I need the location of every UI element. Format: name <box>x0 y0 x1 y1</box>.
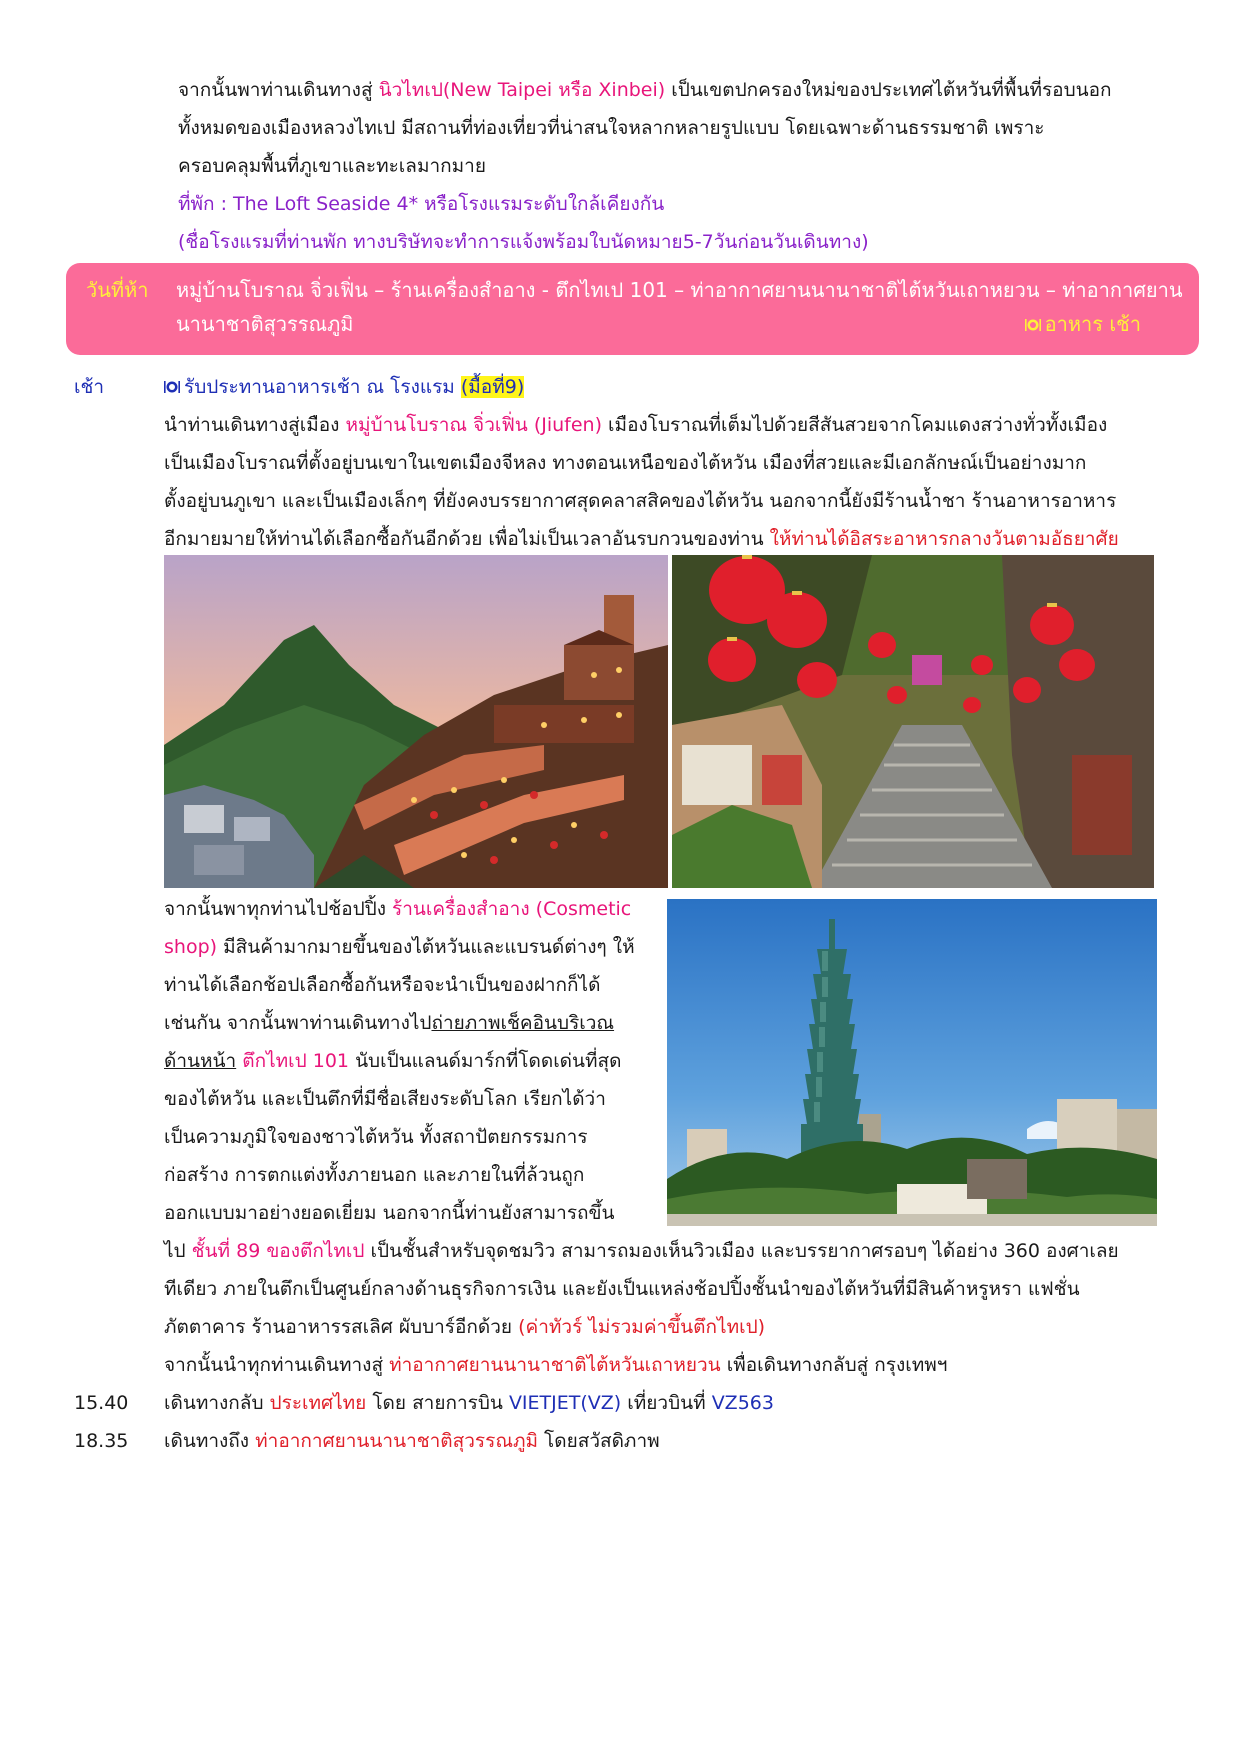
cosmetic-shop-highlight: ร้านเครื่องสำอาง (Cosmetic <box>392 898 632 920</box>
shop-line-7: เป็นความภูมิใจของชาวไต้หวัน ทั้งสถาปัตยกรรมการ <box>164 1126 588 1148</box>
shop-line-10: ไป ชั้นที่ 89 ของตึกไทเป เป็นชั้นสำหรับจุดชมวิว สามารถมองเห็นวิวเมือง และบรรยากาศรอบๆ ได้อย่าง 360 องศาเลย <box>164 1240 1119 1262</box>
suvarnabhumi-highlight: ท่าอากาศยานนานาชาติสุวรรณภูมิ <box>255 1430 538 1452</box>
shop-line-3: ท่านได้เลือกช้อปเลือกซื้อกันหรือจะนำเป็นของฝากก็ได้ <box>164 974 601 996</box>
jiufen-town-photo <box>164 555 668 888</box>
flight-time-depart: 15.40 <box>74 1392 129 1414</box>
flight-number: VZ563 <box>711 1392 774 1414</box>
intro-line-1: จากนั้นพาท่านเดินทางสู่ นิวไทเป(New Taipei หรือ Xinbei) เป็นเขตปกครองใหม่ของประเทศไต้หวันที่พื้นที่รอบนอก <box>178 79 1112 101</box>
meal-plate-icon <box>164 379 180 395</box>
flight-arrive-line: เดินทางถึง ท่าอากาศยานนานาชาติสุวรรณภูมิ โดยสวัสดิภาพ <box>164 1430 660 1452</box>
tour-excludes-highlight: (ค่าทัวร์ ไม่รวมค่าขึ้นตึกไทเป) <box>518 1316 766 1338</box>
taipei-101-highlight: ตึกไทเป 101 <box>242 1050 350 1072</box>
shop-line-5: ด้านหน้า ตึกไทเป 101 นับเป็นแลนด์มาร์กที่โดดเด่นที่สุด <box>164 1050 622 1072</box>
shop-line-6: ของไต้หวัน และเป็นตึกที่มีชื่อเสียงระดับโลก เรียกได้ว่า <box>164 1088 606 1110</box>
jiufen-line-4: อีกมายมายให้ท่านได้เลือกซื้อกันอีกด้วย เพื่อไม่เป็นเวลาอันรบกวนของท่าน ให้ท่านได้อิสระอาหารกลางวันตามอัธยาศัย <box>164 528 1119 550</box>
intro-line-3: ครอบคลุมพื้นที่ภูเขาและทะเลมากมาย <box>178 155 486 177</box>
meal-number: (มื้อที่9) <box>460 376 525 398</box>
jiufen-lantern-street-photo <box>672 555 1154 888</box>
hotel-line: ที่พัก : The Loft Seaside 4* หรือโรงแรมระดับใกล้เคียงกัน <box>178 193 665 215</box>
free-lunch-highlight: ให้ท่านได้อิสระอาหารกลางวันตามอัธยาศัย <box>769 528 1119 550</box>
jiufen-highlight: หมู่บ้านโบราณ จิ่วเฟิ่น (Jiufen) <box>345 414 603 436</box>
hotel-note: (ชื่อโรงแรมที่ท่านพัก ทางบริษัทจะทำการแจ้งพร้อมใบนัดหมาย5-7วันก่อนวันเดินทาง) <box>178 231 869 253</box>
breakfast-line: รับประทานอาหารเช้า ณ โรงแรม (มื้อที่9) <box>164 372 524 402</box>
day-meal: อาหาร เช้า <box>1025 309 1141 339</box>
taipei-101-photo <box>667 899 1157 1226</box>
shop-line-2: shop) มีสินค้ามากมายขึ้นของไต้หวันและแบรนด์ต่างๆ ให้ <box>164 936 635 958</box>
shop-line-1: จากนั้นพาทุกท่านไปช้อปปิ้ง ร้านเครื่องสำอาง (Cosmetic <box>164 898 632 920</box>
day-title-line-1: หมู่บ้านโบราณ จิ่วเฟิ่น – ร้านเครื่องสำอาง - ตึกไทเป 101 – ท่าอากาศยานนานาชาติไต้หวันเถาหยวน – ท่าอากาศยาน <box>176 278 1183 302</box>
flight-time-arrive: 18.35 <box>74 1430 129 1452</box>
new-taipei-highlight: นิวไทเป(New Taipei หรือ Xinbei) <box>378 79 666 101</box>
shop-line-4: เช่นกัน จากนั้นพาท่านเดินทางไปถ่ายภาพเช็คอินบริเวณ <box>164 1012 615 1034</box>
shop-line-11: ทีเดียว ภายในตึกเป็นศูนย์กลางด้านธุรกิจการเงิน และยังเป็นแหล่งช้อปปิ้งชั้นนำของไต้หวันที่มีสินค้าหรูหรา แฟชั่น <box>164 1278 1080 1300</box>
taoyuan-airport-highlight: ท่าอากาศยานนานาชาติไต้หวันเถาหยวน <box>389 1354 721 1376</box>
shop-line-8: ก่อสร้าง การตกแต่งทั้งภายนอก และภายในที่ล้วนถูก <box>164 1164 585 1186</box>
shop-line-9: ออกแบบมาอย่างยอดเยี่ยม นอกจากนี้ท่านยังสามารถขึ้น <box>164 1202 615 1224</box>
meal-plate-icon <box>1025 317 1041 333</box>
day-label: วันที่ห้า <box>86 278 149 302</box>
time-morning: เช้า <box>74 376 105 398</box>
jiufen-line-3: ตั้งอยู่บนภูเขา และเป็นเมืองเล็กๆ ที่ยังคงบรรยากาศสุดคลาสสิคของไต้หวัน นอกจากนี้ยังมีร้านน้ำชา ร้านอาหารอาหาร <box>164 490 1117 512</box>
flight-depart-line: เดินทางกลับ ประเทศไทย โดย สายการบิน VIETJET(VZ) เที่ยวบินที่ VZ563 <box>164 1392 774 1414</box>
shop-line-12: ภัตตาคาร ร้านอาหารรสเลิศ ผับบาร์อีกด้วย (ค่าทัวร์ ไม่รวมค่าขึ้นตึกไทเป) <box>164 1316 766 1338</box>
floor-89-highlight: ชั้นที่ 89 ของตึกไทเป <box>191 1240 365 1262</box>
intro-line-2: ทั้งหมดของเมืองหลวงไทเป มีสถานที่ท่องเที่ยวที่น่าสนใจหลากหลายรูปแบบ โดยเฉพาะด้านธรรมชาติ เพราะ <box>178 117 1045 139</box>
jiufen-line-1: นำท่านเดินทางสู่เมือง หมู่บ้านโบราณ จิ่วเฟิ่น (Jiufen) เมืองโบราณที่เต็มไปด้วยสีสันสวยจากโคมแดงสว่างทั่วทั้งเมือง <box>164 414 1108 436</box>
airline-name: VIETJET(VZ) <box>508 1392 622 1414</box>
shop-line-13: จากนั้นนำทุกท่านเดินทางสู่ ท่าอากาศยานนานาชาติไต้หวันเถาหยวน เพื่อเดินทางกลับสู่ กรุงเทพฯ <box>164 1354 948 1376</box>
day-title-line-2: นานาชาติสุวรรณภูมิ <box>176 312 354 336</box>
day-banner <box>66 263 1199 355</box>
jiufen-line-2: เป็นเมืองโบราณที่ตั้งอยู่บนเขาในเขตเมืองจีหลง ทางตอนเหนือของไต้หวัน เมืองที่สวยและมีเอกลักษณ์เป็นอย่างมาก <box>164 452 1087 474</box>
